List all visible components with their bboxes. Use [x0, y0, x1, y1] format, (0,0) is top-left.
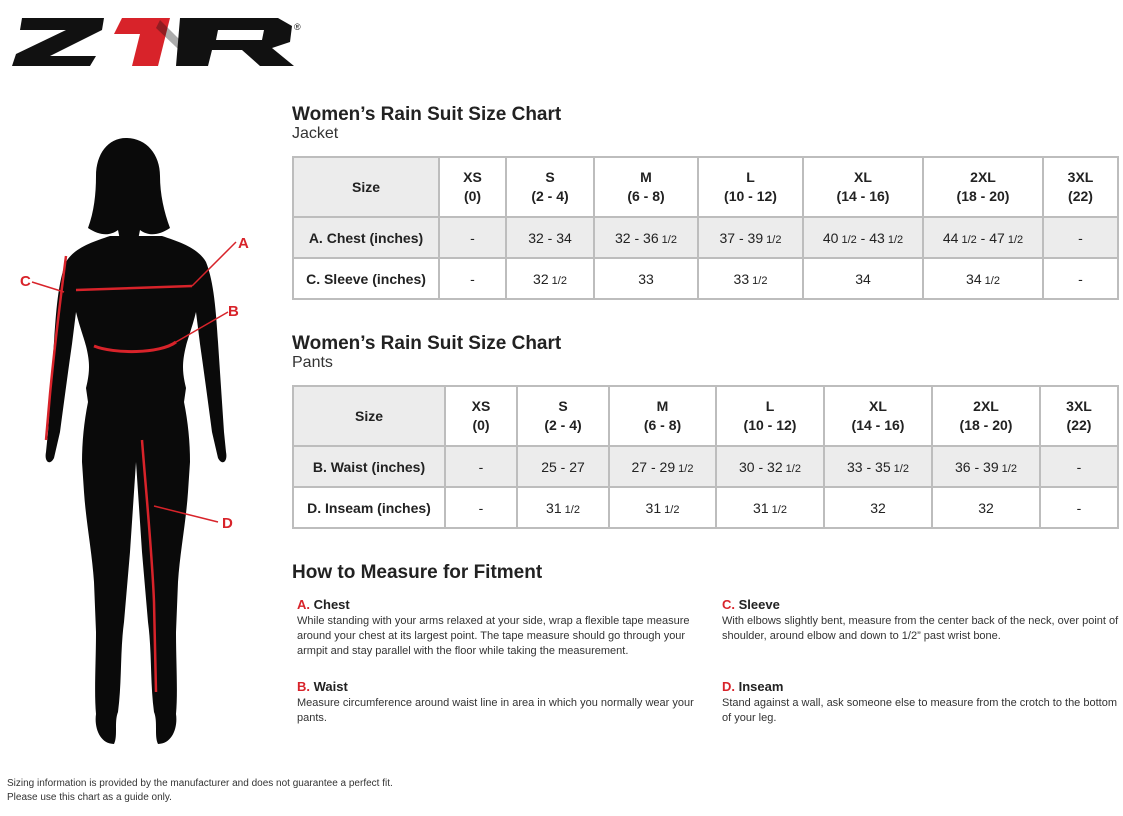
fraction-half: 1/2 [675, 462, 694, 475]
cell-value: - 43 [856, 229, 885, 246]
jacket-size-table [292, 156, 1119, 300]
size-column-header [506, 157, 594, 217]
measure-name: Sleeve [738, 597, 780, 612]
pants-chart-title: Women’s Rain Suit Size Chart [292, 333, 562, 354]
cell-value: 31 [546, 499, 562, 516]
measure-name: Inseam [738, 679, 784, 694]
fraction-half: 1/2 [782, 462, 801, 475]
size-range: (0) [472, 417, 490, 433]
figure-label-b: B [228, 303, 239, 320]
measurement-label: D. Inseam (inches) [293, 487, 445, 528]
size-name: S [545, 169, 555, 185]
measurement-cell [824, 487, 932, 528]
fraction-half: 1/2 [561, 503, 580, 516]
measurement-cell [439, 258, 506, 299]
measurement-cell [1040, 446, 1118, 487]
table-row [293, 487, 1118, 528]
cell-value: - [1078, 270, 1083, 287]
cell-value: - [1076, 499, 1082, 516]
fraction-half: 1/2 [661, 503, 680, 516]
figure-label-a: A [238, 235, 249, 252]
pants-chart-subtitle: Pants [292, 354, 333, 371]
cell-value: - [470, 270, 475, 287]
cell-value: 33 [638, 270, 654, 287]
jacket-chart-title: Women’s Rain Suit Size Chart [292, 104, 562, 125]
cell-value: 36 - 39 [955, 458, 999, 475]
measure-letter: C. [722, 597, 735, 612]
cell-value: 37 - 39 [719, 229, 764, 246]
measurement-cell [803, 258, 923, 299]
size-column-header [609, 386, 716, 446]
cell-value: 27 - 29 [631, 458, 676, 475]
table-row [293, 258, 1118, 299]
fraction-half: 1/2 [658, 233, 677, 246]
size-name: M [640, 169, 652, 185]
figure-label-d: D [222, 515, 233, 532]
measure-inseam [722, 679, 1122, 726]
size-header-label: Size [293, 157, 439, 217]
disclaimer-line-2: Please use this chart as a guide only. [7, 792, 172, 803]
measure-text: While standing with your arms relaxed at your side, wrap a flexible tape measure around your chest at its largest point. The tape measure should go through your armpit and stay parallel with the floor while taking the measurement. [297, 615, 690, 657]
measurement-cell [609, 487, 716, 528]
size-range: (14 - 16) [836, 188, 890, 204]
measure-letter: B. [297, 679, 310, 694]
measurement-cell [506, 217, 594, 258]
fraction-half: 1/2 [1004, 233, 1024, 246]
size-column-header [803, 157, 923, 217]
disclaimer-footer [7, 777, 393, 805]
size-range: (22) [1068, 188, 1093, 204]
measure-text: Stand against a wall, ask someone else to measure from the crotch to the bottom of your leg. [722, 697, 1117, 724]
size-name: XS [471, 398, 491, 414]
size-name: 3XL [1067, 169, 1094, 185]
fraction-half: 1/2 [958, 233, 977, 246]
measurement-cell [1043, 217, 1118, 258]
size-range: (6 - 8) [643, 417, 682, 433]
measurement-cell [1043, 258, 1118, 299]
measurement-cell [517, 487, 609, 528]
cell-value: - [470, 229, 475, 246]
fraction-half: 1/2 [998, 462, 1017, 475]
measure-letter: D. [722, 679, 735, 694]
measurement-cell [506, 258, 594, 299]
cell-value: 44 [942, 229, 959, 246]
size-column-header [594, 157, 698, 217]
size-name: L [746, 169, 755, 185]
fraction-half: 1/2 [548, 274, 567, 287]
size-name: S [558, 398, 568, 414]
fraction-half: 1/2 [763, 233, 782, 246]
fraction-half: 1/2 [749, 274, 768, 287]
cell-value: - [1076, 458, 1082, 475]
size-header-label: Size [293, 386, 445, 446]
measure-chest [297, 597, 697, 659]
measurement-label: B. Waist (inches) [293, 446, 445, 487]
size-column-header [716, 386, 824, 446]
fraction-half: 1/2 [884, 233, 904, 246]
measurement-cell [609, 446, 716, 487]
measurement-label: C. Sleeve (inches) [293, 258, 439, 299]
cell-value: 32 - 34 [528, 229, 572, 246]
size-name: XL [869, 398, 887, 414]
size-column-header [923, 157, 1043, 217]
registered-mark: ® [294, 22, 301, 32]
size-name: 2XL [973, 398, 999, 414]
measure-waist [297, 679, 697, 726]
size-range: (6 - 8) [627, 188, 665, 204]
jacket-chart-subtitle: Jacket [292, 125, 339, 142]
measure-sleeve [722, 597, 1122, 644]
size-range: (2 - 4) [544, 417, 582, 433]
size-name: M [656, 398, 669, 414]
pants-size-table [292, 385, 1119, 529]
size-range: (22) [1066, 417, 1092, 433]
measurement-cell [932, 487, 1040, 528]
size-column-header [439, 157, 506, 217]
measurement-cell [445, 487, 517, 528]
size-name: L [765, 398, 775, 414]
size-range: (18 - 20) [959, 417, 1013, 433]
measurement-cell [824, 446, 932, 487]
disclaimer-line-1: Sizing information is provided by the manufacturer and does not guarantee a perfect fit. [7, 778, 393, 789]
cell-value: 25 - 27 [541, 458, 585, 475]
size-range: (14 - 16) [851, 417, 905, 433]
size-range: (2 - 4) [531, 188, 569, 204]
cell-value: - [478, 458, 484, 475]
cell-value: 32 [533, 270, 549, 287]
cell-value: 32 - 36 [615, 229, 659, 246]
size-name: 2XL [970, 169, 996, 185]
cell-value: 31 [753, 499, 769, 516]
size-range: (10 - 12) [743, 417, 797, 433]
fraction-half: 1/2 [768, 503, 787, 516]
cell-value: - [1078, 229, 1083, 246]
cell-value: 32 [870, 499, 886, 516]
table-row [293, 446, 1118, 487]
measurement-cell [923, 258, 1043, 299]
measurement-cell [716, 487, 824, 528]
size-range: (0) [463, 188, 482, 204]
size-column-header [445, 386, 517, 446]
measure-letter: A. [297, 597, 310, 612]
measure-section-title: How to Measure for Fitment [292, 562, 543, 583]
measure-name: Chest [313, 597, 350, 612]
measurement-cell [698, 217, 803, 258]
measure-text: With elbows slightly bent, measure from the center back of the neck, over point of shoulder, around elbow and down to 1/2” past wrist bone. [722, 615, 1119, 642]
cell-value: 32 [978, 499, 994, 516]
size-name: XS [463, 169, 482, 185]
cell-value: 31 [645, 499, 662, 516]
size-range: (18 - 20) [956, 188, 1010, 204]
cell-value: 34 [855, 270, 871, 287]
cell-value: 40 [822, 229, 839, 246]
measurement-cell [594, 217, 698, 258]
measurement-cell [923, 217, 1043, 258]
z1r-logo [10, 16, 305, 68]
size-range: (10 - 12) [724, 188, 777, 204]
table-row [293, 217, 1118, 258]
cell-value: 34 [966, 270, 982, 287]
measure-text: Measure circumference around waist line in area in which you normally wear your pants. [297, 697, 694, 724]
measurement-cell [1040, 487, 1118, 528]
fraction-half: 1/2 [890, 462, 909, 475]
fraction-half: 1/2 [981, 274, 1000, 287]
measurement-cell [445, 446, 517, 487]
measurement-cell [439, 217, 506, 258]
measurement-cell [716, 446, 824, 487]
measurement-cell [932, 446, 1040, 487]
size-column-header [517, 386, 609, 446]
size-column-header [1043, 157, 1118, 217]
cell-value: - 47 [976, 229, 1005, 246]
measurement-label: A. Chest (inches) [293, 217, 439, 258]
measurement-cell [803, 217, 923, 258]
size-column-header [698, 157, 803, 217]
size-column-header [824, 386, 932, 446]
size-column-header [932, 386, 1040, 446]
cell-value: 33 [733, 270, 750, 287]
measurement-cell [517, 446, 609, 487]
fraction-half: 1/2 [838, 233, 857, 246]
woman-silhouette-figure [14, 132, 254, 752]
size-column-header [1040, 386, 1118, 446]
cell-value: - [478, 499, 484, 516]
cell-value: 33 - 35 [847, 458, 891, 475]
figure-label-c: C [20, 273, 31, 290]
size-name: XL [854, 169, 872, 185]
measurement-cell [698, 258, 803, 299]
measure-name: Waist [313, 679, 348, 694]
measurement-cell [594, 258, 698, 299]
cell-value: 30 - 32 [739, 458, 783, 475]
size-name: 3XL [1066, 398, 1092, 414]
